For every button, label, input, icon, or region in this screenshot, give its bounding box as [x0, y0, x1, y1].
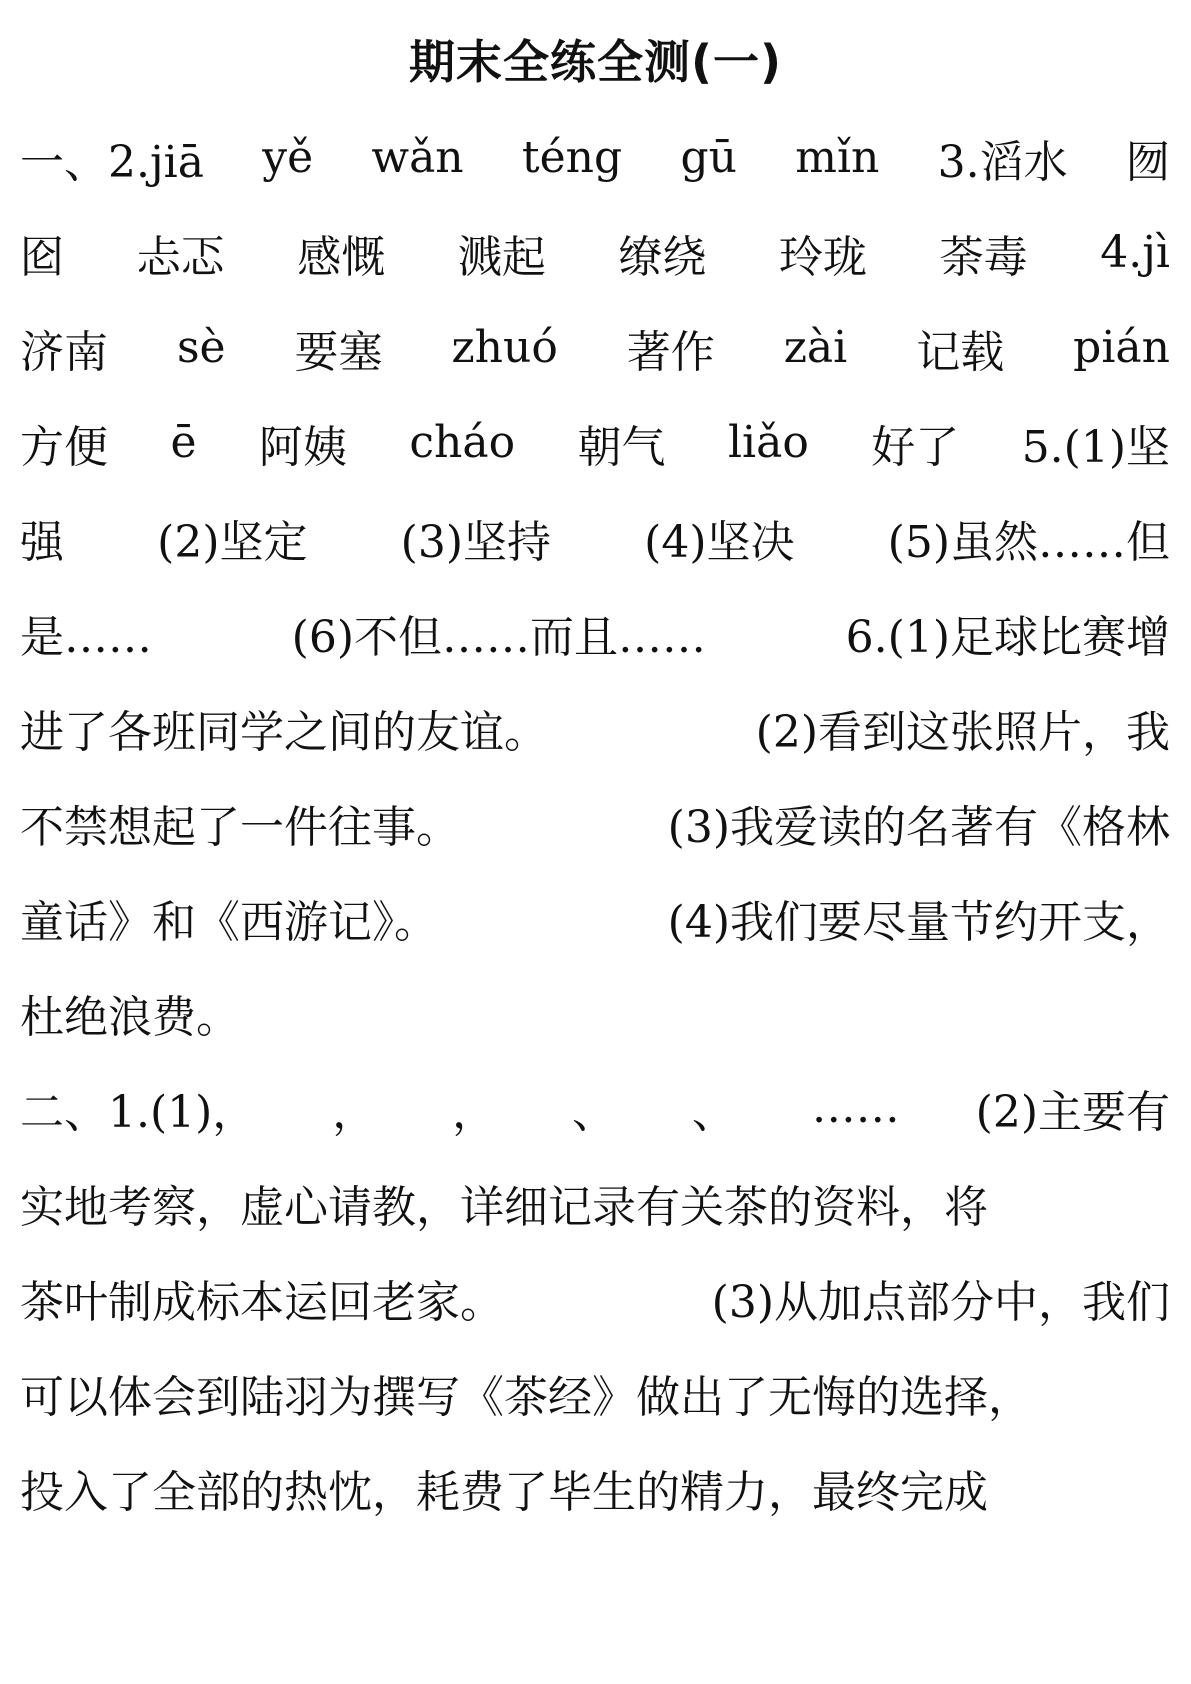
text-line-10: [20, 965, 1170, 1060]
answer-token: 5.(1)坚: [1021, 421, 1170, 473]
answer-token: wǎn: [371, 132, 464, 183]
answer-token: 玲珑: [779, 231, 868, 283]
answer-token: gū: [680, 132, 737, 183]
answer-token: 投入了全部的热忱，耗费了毕生的精力，最终完成: [20, 1466, 988, 1518]
answer-token: ，: [452, 1086, 497, 1138]
answer-token: cháo: [409, 417, 516, 468]
answer-token: 茶叶制成标本运回老家。: [20, 1276, 504, 1328]
answer-token: (3)从加点部分中，我们: [711, 1276, 1170, 1328]
answer-token: (2)主要有: [975, 1086, 1170, 1138]
answer-token: liǎo: [727, 417, 809, 468]
answer-token: 4.jì: [1100, 227, 1170, 278]
answer-token: pián: [1073, 322, 1170, 373]
answer-token: 实地考察，虚心请教，详细记录有关茶的资料，将: [20, 1181, 988, 1233]
answer-token: 一、2.jiā: [20, 136, 204, 188]
text-line-2: [20, 205, 1170, 300]
answer-token: 6.(1)足球比赛增: [845, 611, 1170, 663]
answer-token: 囵: [20, 231, 64, 283]
text-line-11: [20, 1060, 1170, 1155]
answer-token: 阿姨: [258, 421, 347, 473]
answer-token: 3.滔水: [937, 136, 1068, 188]
document-title: 期末全练全测(一): [408, 35, 783, 89]
answer-token: sè: [176, 322, 226, 373]
answer-token: 、: [571, 1086, 616, 1138]
answer-token: (3)我爱读的名著有《格林: [667, 801, 1170, 853]
answer-token: zài: [783, 322, 848, 373]
answer-token: 强: [20, 516, 64, 568]
text-line-9: [20, 870, 1170, 965]
text-line-7: [20, 680, 1170, 775]
answer-token: 溅起: [457, 231, 546, 283]
answer-token: yě: [262, 132, 314, 183]
answer-token: (4)坚决: [644, 516, 795, 568]
answer-token: 是……: [20, 611, 152, 663]
text-line-3: [20, 300, 1170, 395]
answer-token: 要塞: [294, 326, 383, 378]
answer-token: ē: [170, 417, 197, 468]
answer-token: 方便: [20, 421, 108, 473]
answer-token: 好了: [871, 421, 960, 473]
answer-token: 记载: [916, 326, 1005, 378]
answer-token: 杜绝浪费。: [20, 991, 240, 1043]
answer-token: 、: [691, 1086, 736, 1138]
answer-token: ……: [811, 1082, 900, 1133]
answer-token: (5)虽然……但: [887, 516, 1170, 568]
text-line-6: [20, 585, 1170, 680]
answer-token: 著作: [626, 326, 715, 378]
answer-token: téng: [521, 132, 623, 183]
answer-token: ，: [332, 1086, 377, 1138]
answer-token: 济南: [20, 326, 108, 378]
text-line-1: [20, 110, 1170, 205]
answer-token: 囫: [1125, 136, 1170, 188]
text-line-8: [20, 775, 1170, 870]
answer-text-block: [20, 110, 1170, 1535]
answer-token: 可以体会到陆羽为撰写《茶经》做出了无悔的选择，: [20, 1371, 1032, 1423]
answer-token: mǐn: [795, 132, 880, 183]
answer-token: 不禁想起了一件往事。: [20, 801, 460, 853]
answer-token: 童话》和《西游记》。: [20, 896, 438, 948]
answer-token: 感慨: [297, 231, 386, 283]
text-line-15: [20, 1440, 1170, 1535]
answer-token: (3)坚持: [400, 516, 551, 568]
text-line-5: [20, 490, 1170, 585]
answer-token: (2)看到这张照片，我: [755, 706, 1170, 758]
answer-token: 二、1.(1)，: [20, 1086, 257, 1138]
answer-token: 缭绕: [618, 231, 707, 283]
text-line-12: [20, 1155, 1170, 1250]
answer-token: 忐忑: [136, 231, 225, 283]
answer-token: zhuó: [451, 322, 558, 373]
answer-token: 荼毒: [939, 231, 1028, 283]
answer-token: (6)不但……而且……: [291, 611, 706, 663]
answer-token: 朝气: [577, 421, 666, 473]
answer-token: 进了各班同学之间的友谊。: [20, 706, 548, 758]
text-line-13: [20, 1250, 1170, 1345]
answer-token: (2)坚定: [157, 516, 308, 568]
answer-token: (4)我们要尽量节约开支，: [667, 896, 1170, 948]
text-line-4: [20, 395, 1170, 490]
text-line-14: [20, 1345, 1170, 1440]
